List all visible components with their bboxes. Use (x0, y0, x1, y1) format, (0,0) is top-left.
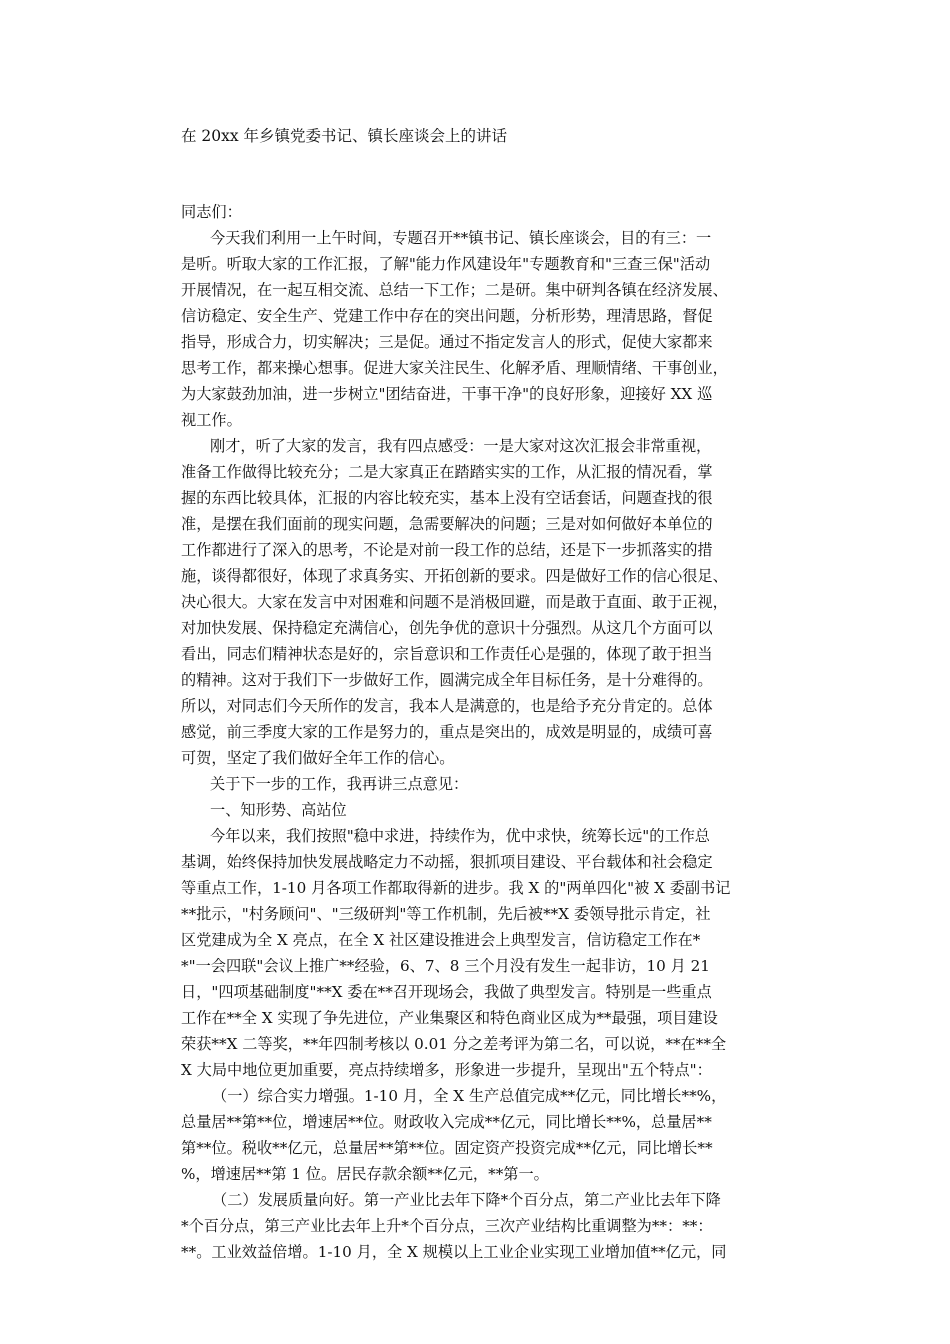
paragraph-line: （二）发展质量向好。第一产业比去年下降*个百分点，第二产业比去年下降 (212, 1191, 721, 1209)
paragraph-line: 思考工作，都来操心想事。促进大家关注民生、化解矛盾、理顺情绪、干事创业， (181, 359, 728, 377)
paragraph-line: *个百分点，第三产业比去年上升*个百分点，三次产业结构比重调整为**：**： (181, 1217, 713, 1235)
salutation: 同志们： (181, 203, 242, 221)
paragraph-line: 施，谈得都很好，体现了求真务实、开拓创新的要求。四是做好工作的信心很足、 (181, 567, 728, 585)
paragraph-line: 总量居**第**位，增速居**位。财政收入完成**亿元，同比增长**%，总量居** (181, 1113, 712, 1131)
paragraph-line: %，增速居**第 1 位。居民存款余额**亿元，**第一。 (181, 1165, 549, 1183)
paragraph-line: 荣获**X 二等奖，**年四制考核以 0.01 分之差考评为第二名，可以说，**在**全 (181, 1035, 727, 1053)
document-title: 在 20xx 年乡镇党委书记、镇长座谈会上的讲话 (181, 127, 508, 145)
paragraph-line: X 大局中地位更加重要，亮点持续增多，形象进一步提升，呈现出"五个特点"： (181, 1061, 712, 1079)
paragraph-line: 为大家鼓劲加油，进一步树立"团结奋进，干事干净"的良好形象，迎接好 XX 巡 (181, 385, 713, 403)
paragraph-line: 今年以来，我们按照"稳中求进，持续作为，优中求快，统筹长远"的工作总 (210, 827, 710, 845)
paragraph-line: **。工业效益倍增。1-10 月，全 X 规模以上工业企业实现工业增加值**亿元，同 (181, 1243, 727, 1261)
paragraph-line: 今天我们利用一上午时间，专题召开**镇书记、镇长座谈会，目的有三：一 (210, 229, 712, 247)
paragraph-line: 是听。听取大家的工作汇报，了解"能力作风建设年"专题教育和"三查三保"活动 (181, 255, 711, 273)
paragraph-line: 感觉，前三季度大家的工作是努力的，重点是突出的，成效是明显的，成绩可喜 (181, 723, 713, 741)
paragraph-line: 对加快发展、保持稳定充满信心，创先争优的意识十分强烈。从这几个方面可以 (181, 619, 713, 637)
paragraph-line: *"一会四联"会议上推广**经验，6、7、8 三个月没有发生一起非访，10 月 21 (181, 957, 710, 975)
paragraph-line: 第**位。税收**亿元，总量居**第**位。固定资产投资完成**亿元，同比增长** (181, 1139, 713, 1157)
paragraph-line: 工作在**全 X 实现了争先进位，产业集聚区和特色商业区成为**最强，项目建设 (181, 1009, 718, 1027)
paragraph-line: 指导，形成合力，切实解决；三是促。通过不指定发言人的形式，促使大家都来 (181, 333, 713, 351)
paragraph-line: 决心很大。大家在发言中对困难和问题不是消极回避，而是敢于直面、敢于正视， (181, 593, 728, 611)
paragraph-line: 信访稳定、安全生产、党建工作中存在的突出问题，分析形势，理清思路，督促 (181, 307, 713, 325)
paragraph-line: 关于下一步的工作，我再讲三点意见： (210, 775, 469, 793)
paragraph-line: **批示，"村务顾问"、"三级研判"等工作机制，先后被**X 委领导批示肯定，社 (181, 905, 711, 923)
paragraph-line: 所以，对同志们今天所作的发言，我本人是满意的，也是给予充分肯定的。总体 (181, 697, 713, 715)
paragraph-line: 刚才，听了大家的发言，我有四点感受：一是大家对这次汇报会非常重视， (210, 437, 712, 455)
paragraph-line: 握的东西比较具体，汇报的内容比较充实，基本上没有空话套话，问题查找的很 (181, 489, 713, 507)
paragraph-line: 看出，同志们精神状态是好的，宗旨意识和工作责任心是强的，体现了敢于担当 (181, 645, 713, 663)
section-heading: 一、知形势、高站位 (210, 801, 347, 819)
paragraph-line: 基调，始终保持加快发展战略定力不动摇，狠抓项目建设、平台载体和社会稳定 (181, 853, 713, 871)
paragraph-line: （一）综合实力增强。1-10 月，全 X 生产总值完成**亿元，同比增长**%， (212, 1087, 727, 1105)
paragraph-line: 的精神。这对于我们下一步做好工作，圆满完成全年目标任务，是十分难得的。 (181, 671, 713, 689)
paragraph-line: 日，"四项基础制度"**X 委在**召开现场会，我做了典型发言。特别是一些重点 (181, 983, 712, 1001)
paragraph-line: 区党建成为全 X 亮点，在全 X 社区建设推进会上典型发言，信访稳定工作在* (181, 931, 701, 949)
paragraph-line: 准备工作做得比较充分；二是大家真正在踏踏实实的工作，从汇报的情况看，掌 (181, 463, 713, 481)
paragraph-line: 准，是摆在我们面前的现实问题，急需要解决的问题；三是对如何做好本单位的 (181, 515, 713, 533)
paragraph-line: 视工作。 (181, 411, 242, 429)
document-body (181, 199, 771, 1265)
paragraph-line: 可贺，坚定了我们做好全年工作的信心。 (181, 749, 455, 767)
paragraph-line: 开展情况，在一起互相交流、总结一下工作；二是研。集中研判各镇在经济发展、 (181, 281, 728, 299)
paragraph-line: 工作都进行了深入的思考，不论是对前一段工作的总结，还是下一步抓落实的措 (181, 541, 713, 559)
paragraph-line: 等重点工作，1-10 月各项工作都取得新的进步。我 X 的"两单四化"被 X 委副书记 (181, 879, 731, 897)
